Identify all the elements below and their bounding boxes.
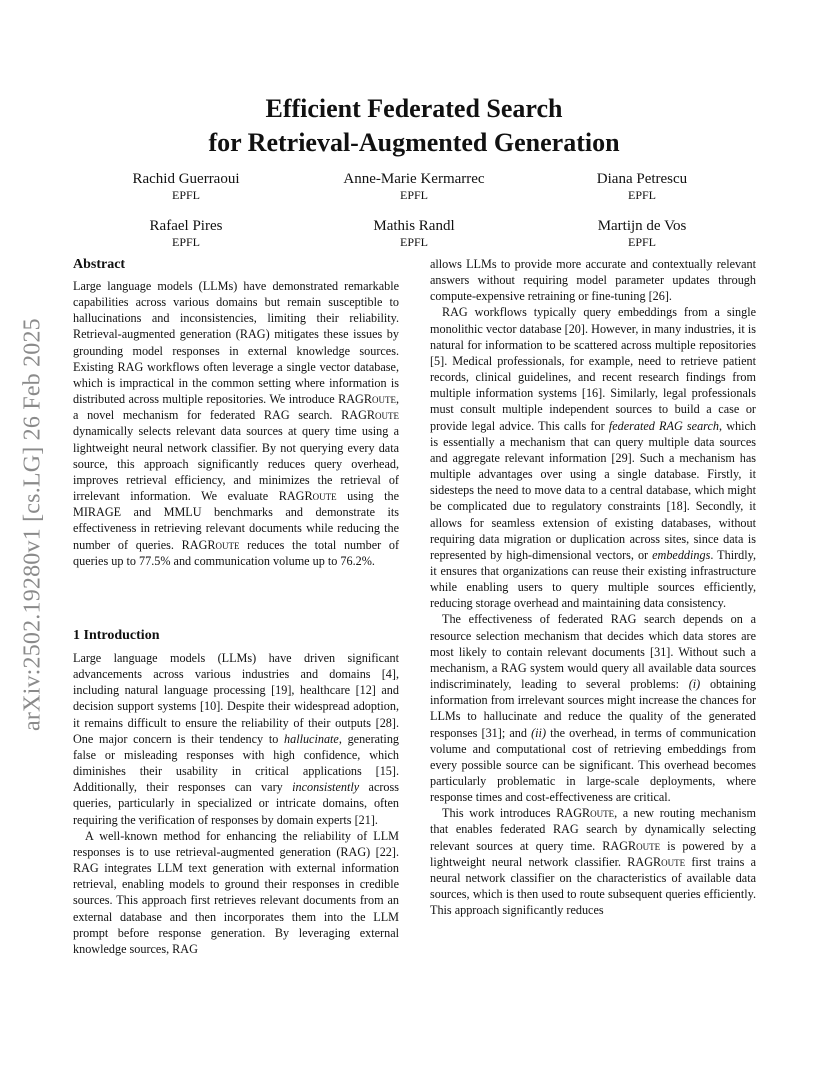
introduction-body [73,650,399,957]
right-text-part: RAG workflows typically query embeddings from a single monolithic vector database [20]. However, in many industries, it is natural for information to be scattered across multiple repositories [5]. Medical professionals, for example, need to retrieve patient records, clinical guidelines, and recent research findings from multiple information systems [16]. Similarly, legal professionals must consult multiple independent sources to build a case or provide legal advice. This calls for [430,305,756,433]
system-name: RAGRoute [181,537,240,552]
author-entry [528,217,756,250]
right-text-part: , which is essentially a mechanism that can query multiple data sources and aggregate relevant information [29]. Such a mechanism has multiple advantages over using a single database. Firstly, it sidesteps the need to move data to a central database, which might be complicated due to regulatory constraints [18]. Secondly, it allows for seamless extension of existing databases, without requiring data migration or duplication across sites, since data is represented by high-dimensional vectors, or [430,418,756,562]
abstract-heading: Abstract [73,257,126,272]
title-line-2: for Retrieval-Augmented Generation [208,128,620,157]
intro-text-part: Large language models (LLMs) have driven significant advancements across various industries and domains [4], including natural language processing [19], healthcare [12] and decision support systems [10]. Despite their widespread adoption, it remains difficult to ensure the reliability of their outputs [28]. One major concern is their tendency to [73,651,399,746]
emphasis: (i) [688,677,701,692]
author-affiliation: EPFL [627,188,656,202]
author-entry [72,170,300,203]
author-name: Diana Petrescu [596,171,688,187]
author-entry [300,217,528,250]
author-name: Rafael Pires [149,218,223,234]
author-entry [72,217,300,250]
abstract-text-part: dynamically selects relevant data sources at query time using a lightweight neural network classifier. By not querying every data source, this approach significantly reduces query overhead, improves retrieval efficiency, and minimizes the retrieval of irrelevant information. We evaluate [73,424,399,504]
system-name: RAGRoute [278,489,337,504]
emphasis: hallucinate [284,731,339,746]
emphasis: federated RAG search [608,418,719,433]
author-name: Mathis Randl [373,218,455,234]
right-column [430,256,756,918]
right-text-part: . Thirdly, it ensures that organizations can reuse their existing infrastructure while enabling users to query multiple sources efficiently, reducing storage overhead and maintaining data consistency. [430,547,756,611]
author-affiliation: EPFL [399,235,428,249]
author-entry [528,170,756,203]
abstract-text [73,278,399,569]
author-entry [300,170,528,203]
system-name: RAGRoute [338,392,396,407]
emphasis: inconsistently [292,780,360,795]
right-text-part: The effectiveness of federated RAG search depends on a resource selection mechanism that decides which data stores are most likely to contain relevant documents [31]. Without such a mechanism, a RAG system would query all available data sources indiscriminately, leading to several problems: [430,612,756,692]
author-list [72,170,756,250]
introduction-heading: 1 Introduction [73,628,160,643]
right-text-part: is powered by a lightweight neural network classifier. [430,838,757,869]
intro-paragraph-1 [73,650,399,828]
right-text-part: obtaining information from irrelevant sources might increase the chances for LLMs to hallucinate and reduce the quality of the generated responses [31]; and [430,677,756,740]
author-name: Martijn de Vos [597,218,687,234]
right-paragraph-1 [430,304,756,611]
emphasis: (ii) [531,725,546,740]
right-text-part: , a new routing mechanism that enables federated RAG search by dynamically selecting relevant sources at query time. [430,806,756,853]
right-paragraph-2 [430,611,756,805]
author-name: Anne-Marie Kermarrec [343,171,485,187]
system-name: RAGRoute [556,806,615,821]
right-paragraph-0: allows LLMs to provide more accurate and contextually relevant answers without requiring model parameter updates through compute-expensive retraining or fine-tuning [26]. [430,257,756,304]
right-text-part: This work introduces [442,806,557,821]
arxiv-identifier-stamp: arXiv:2502.19280v1 [cs.LG] 26 Feb 2025 [19,318,46,732]
right-text-part: first trains a neural network classifier on the characteristics of available data sources, which is then used to route subsequent queries efficiently. This approach significantly reduces [430,854,756,918]
author-name: Rachid Guerraoui [132,171,240,187]
intro-paragraph-2: A well-known method for enhancing the reliability of LLM responses is to use retrieval-augmented generation (RAG) [22]. RAG integrates LLM text generation with external information retrieval, enabling models to ground their responses in credible sources. This approach first retrieves relevant documents from an external database and then incorporates them into the LLM prompt before response generation. By leveraging external knowledge sources, RAG [73,828,399,956]
author-affiliation: EPFL [171,235,200,249]
system-name: RAGRoute [602,838,661,853]
right-paragraph-3 [430,805,756,918]
intro-text-part: , generating false or misleading responses with high confidence, which diminishes their usability in critical applications [15]. Additionally, their responses can vary [73,731,400,795]
emphasis: embeddings [652,547,711,562]
author-affiliation: EPFL [627,235,656,249]
right-text-part: the overhead, in terms of communication volume and computational cost of retrieving embeddings from every possible source can be significant. This overhead becomes particularly problematic in large-scale deployments, where response times and cost-effectiveness are critical. [430,725,756,805]
author-affiliation: EPFL [171,188,200,202]
author-affiliation: EPFL [399,188,428,202]
system-name: RAGRoute [627,854,686,869]
title-line-1: Efficient Federated Search [265,94,563,123]
abstract-text-part: reduces the total number of queries up to 77.5% and communication volume up to 76.2%. [73,537,399,568]
paper-title [0,92,828,160]
intro-text-part: across queries, particularly in specialized or intricate domains, often requiring the verification of responses by domain experts [21]. [73,780,399,827]
abstract-text-part: Large language models (LLMs) have demonstrated remarkable capabilities across various domains but remain susceptible to hallucinations and inconsistencies, limiting their reliability. Retrieval-augmented generation (RAG) mitigates these issues by grounding model responses in external knowledge sources. Existing RAG workflows often leverage a single vector database, which is impractical in the common setting where information is distributed across multiple repositories. We introduce [73,279,399,407]
abstract-text-part: using the MIRAGE and MMLU benchmarks and demonstrate its effectiveness in retrieving relevant documents while reducing the number of queries. [73,489,399,552]
abstract-section [73,256,399,569]
abstract-text-part: , a novel mechanism for federated RAG search. [73,392,399,423]
system-name: RAGRoute [341,408,399,423]
